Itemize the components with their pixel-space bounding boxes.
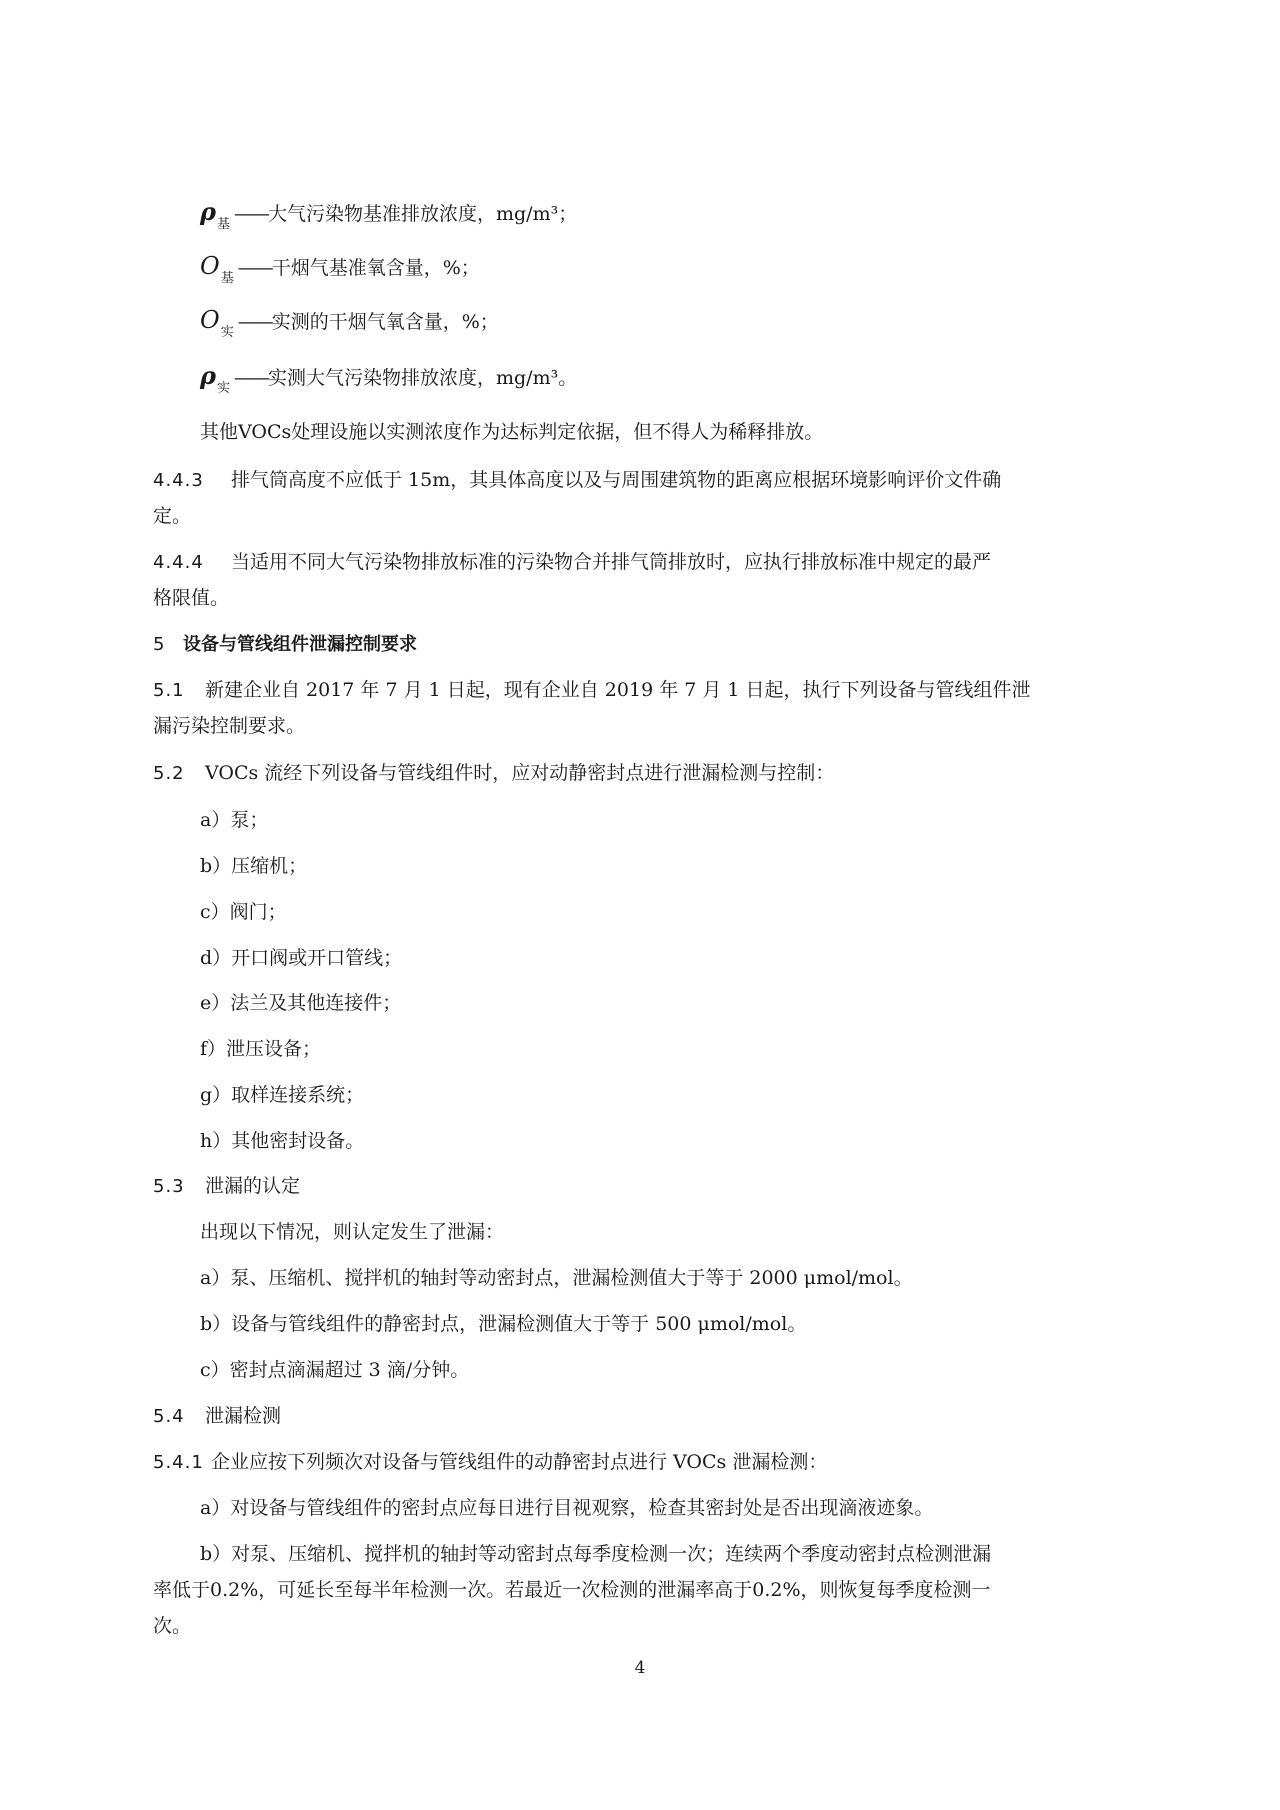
paragraph-other-vocs: 其他VOCs处理设施以实测浓度作为达标判定依据，但不得人为稀释排放。 xyxy=(200,421,824,443)
section-5-heading xyxy=(153,630,1280,659)
list-item: a）泵； xyxy=(200,809,269,831)
list-item-continued: 率低于0.2%，可延长至每半年检测一次。若最近一次检测的泄漏率高于0.2%，则恢复每季度检测一 xyxy=(153,1579,991,1601)
list-item: e）法兰及其他连接件； xyxy=(200,992,402,1014)
clause-number: 5.4.1 xyxy=(153,1452,204,1473)
o-symbol: O xyxy=(200,306,220,334)
clause-4-4-4 xyxy=(153,548,1280,577)
clause-5-4 xyxy=(153,1402,1280,1431)
dash: —— xyxy=(237,257,272,279)
o-symbol: O xyxy=(200,252,220,280)
clause-text: 当适用不同大气污染物排放标准的污染物合并排气筒排放时，应执行排放标准中规定的最严 xyxy=(231,551,992,573)
clause-title: 泄漏的认定 xyxy=(205,1175,301,1197)
list-item: c）密封点滴漏超过 3 滴/分钟。 xyxy=(200,1359,470,1381)
clause-5-4-1 xyxy=(153,1448,1280,1477)
clause-5-3 xyxy=(153,1172,1280,1201)
definition-text: 大气污染物基准排放浓度，mg/m³； xyxy=(267,203,578,225)
definition-rho-base xyxy=(200,198,1280,231)
clause-text: 新建企业自 2017 年 7 月 1 日起，现有企业自 2019 年 7 月 1 日起，执行下列设备与管线组件泄 xyxy=(205,679,1031,701)
clause-5-2 xyxy=(153,759,1280,788)
definition-text: 干烟气基准氧含量，%； xyxy=(271,257,480,279)
list-item-continued: 次。 xyxy=(153,1615,192,1637)
list-item: a）泵、压缩机、搅拌机的轴封等动密封点，泄漏检测值大于等于 2000 μmol/mol。 xyxy=(200,1267,913,1289)
clause-4-4-3-continued: 定。 xyxy=(153,505,192,527)
list-item: g）取样连接系统； xyxy=(200,1084,365,1106)
subscript: 实 xyxy=(216,381,230,396)
list-item: b）压缩机； xyxy=(200,855,308,877)
clause-text: VOCs 流经下列设备与管线组件时，应对动静密封点进行泄漏检测与控制： xyxy=(205,762,835,784)
clause-5-1 xyxy=(153,676,1280,705)
definition-o-measured xyxy=(200,306,1280,339)
section-number: 5 xyxy=(153,634,165,655)
definition-rho-measured xyxy=(200,362,1280,395)
clause-title: 泄漏检测 xyxy=(205,1405,282,1427)
list-item: b）对泵、压缩机、搅拌机的轴封等动密封点每季度检测一次；连续两个季度动密封点检测泄漏 xyxy=(200,1543,992,1565)
clause-number: 4.4.3 xyxy=(153,470,204,491)
clause-number: 5.1 xyxy=(153,680,185,701)
rho-symbol: ρ xyxy=(200,197,216,226)
dash: —— xyxy=(237,311,272,333)
subscript: 实 xyxy=(220,325,234,340)
definition-text: 实测的干烟气氧含量，%； xyxy=(271,311,499,333)
clause-text: 排气筒高度不应低于 15m，其具体高度以及与周围建筑物的距离应根据环境影响评价文件确 xyxy=(231,469,1002,491)
section-title: 设备与管线组件泄漏控制要求 xyxy=(183,634,417,655)
clause-number: 5.3 xyxy=(153,1176,185,1197)
subscript: 基 xyxy=(216,217,230,232)
list-item: c）阀门； xyxy=(200,901,287,923)
subscript: 基 xyxy=(220,271,234,286)
clause-text: 企业应按下列频次对设备与管线组件的动静密封点进行 VOCs 泄漏检测： xyxy=(211,1451,828,1473)
definition-o-base xyxy=(200,252,1280,285)
list-item: a）对设备与管线组件的密封点应每日进行目视观察，检查其密封处是否出现滴液迹象。 xyxy=(200,1497,934,1519)
list-item: b）设备与管线组件的静密封点，泄漏检测值大于等于 500 μmol/mol。 xyxy=(200,1313,807,1335)
list-item: f）泄压设备； xyxy=(200,1038,322,1060)
dash: —— xyxy=(233,203,268,225)
clause-4-4-4-continued: 格限值。 xyxy=(153,587,230,609)
clause-number: 5.2 xyxy=(153,763,185,784)
clause-4-4-3 xyxy=(153,466,1280,495)
list-item: d）开口阀或开口管线； xyxy=(200,947,403,969)
page-number: 4 xyxy=(634,1658,646,1678)
definition-text: 实测大气污染物排放浓度，mg/m³。 xyxy=(267,367,578,389)
clause-number: 5.4 xyxy=(153,1406,185,1427)
clause-5-1-continued: 漏污染控制要求。 xyxy=(153,715,306,737)
list-item: h）其他密封设备。 xyxy=(200,1130,365,1152)
clause-number: 4.4.4 xyxy=(153,552,204,573)
clause-5-3-intro: 出现以下情况，则认定发生了泄漏： xyxy=(200,1221,505,1243)
rho-symbol: ρ xyxy=(200,361,216,390)
dash: —— xyxy=(233,367,268,389)
